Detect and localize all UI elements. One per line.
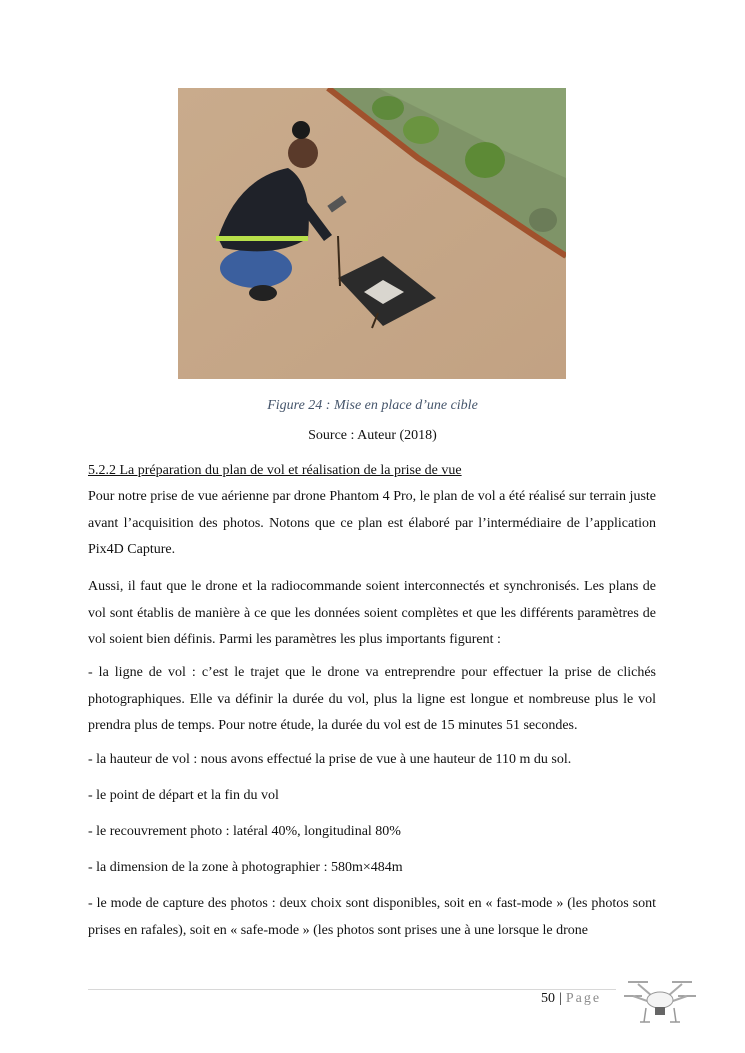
- page-label: Page: [565, 991, 602, 1006]
- paragraph-3: - la ligne de vol : c’est le trajet que le drone va entreprendre pour effectuer la prise de clichés photographiques. Elle va définir la durée du vol, plus la ligne est longue et nombreuse plus le vol prendra plus de temps. Pour notre étude, la durée du vol est de 15 minutes 51 secondes.: [88, 665, 656, 733]
- drone-icon: [622, 974, 698, 1028]
- list-item: - la hauteur de vol : nous avons effectué la prise de vue à une hauteur de 110 m du sol.: [88, 752, 572, 767]
- list-item: - le mode de capture des photos : deux choix sont disponibles, soit en « fast-mode » (les photos sont prises en rafales), soit en « safe-mode » (les photos sont prises une à une lorsque le drone: [88, 896, 656, 938]
- page-number: 50: [541, 991, 555, 1006]
- list-item: - le point de départ et la fin du vol: [88, 788, 279, 803]
- footer-divider: [88, 989, 616, 990]
- paragraph-1: Pour notre prise de vue aérienne par drone Phantom 4 Pro, le plan de vol a été réalisé sur terrain juste avant l’acquisition des photos. Notons que ce plan est élaboré par l’intermédiaire de l’application Pix4D Capture.: [88, 489, 656, 557]
- section-heading: 5.2.2 La préparation du plan de vol et réalisation de la prise de vue: [88, 463, 462, 478]
- page-footer: [541, 991, 601, 1007]
- photo-target-placement: [178, 88, 566, 379]
- figure-caption: Figure 24 : Mise en place d’une cible: [267, 398, 478, 413]
- list-item: - la dimension de la zone à photographier : 580m×484m: [88, 860, 403, 875]
- paragraph-2: Aussi, il faut que le drone et la radiocommande soient interconnectés et synchronisés. Les plans de vol sont établis de manière à ce que les données soient complètes et que les différents paramètres de vol soient bien définis. Parmi les paramètres les plus importants figurent :: [88, 579, 656, 647]
- list-item: - le recouvrement photo : latéral 40%, longitudinal 80%: [88, 824, 401, 839]
- page-separator: |: [559, 991, 562, 1006]
- figure-source: Source : Auteur (2018): [308, 428, 437, 443]
- figure-photo: [178, 88, 566, 379]
